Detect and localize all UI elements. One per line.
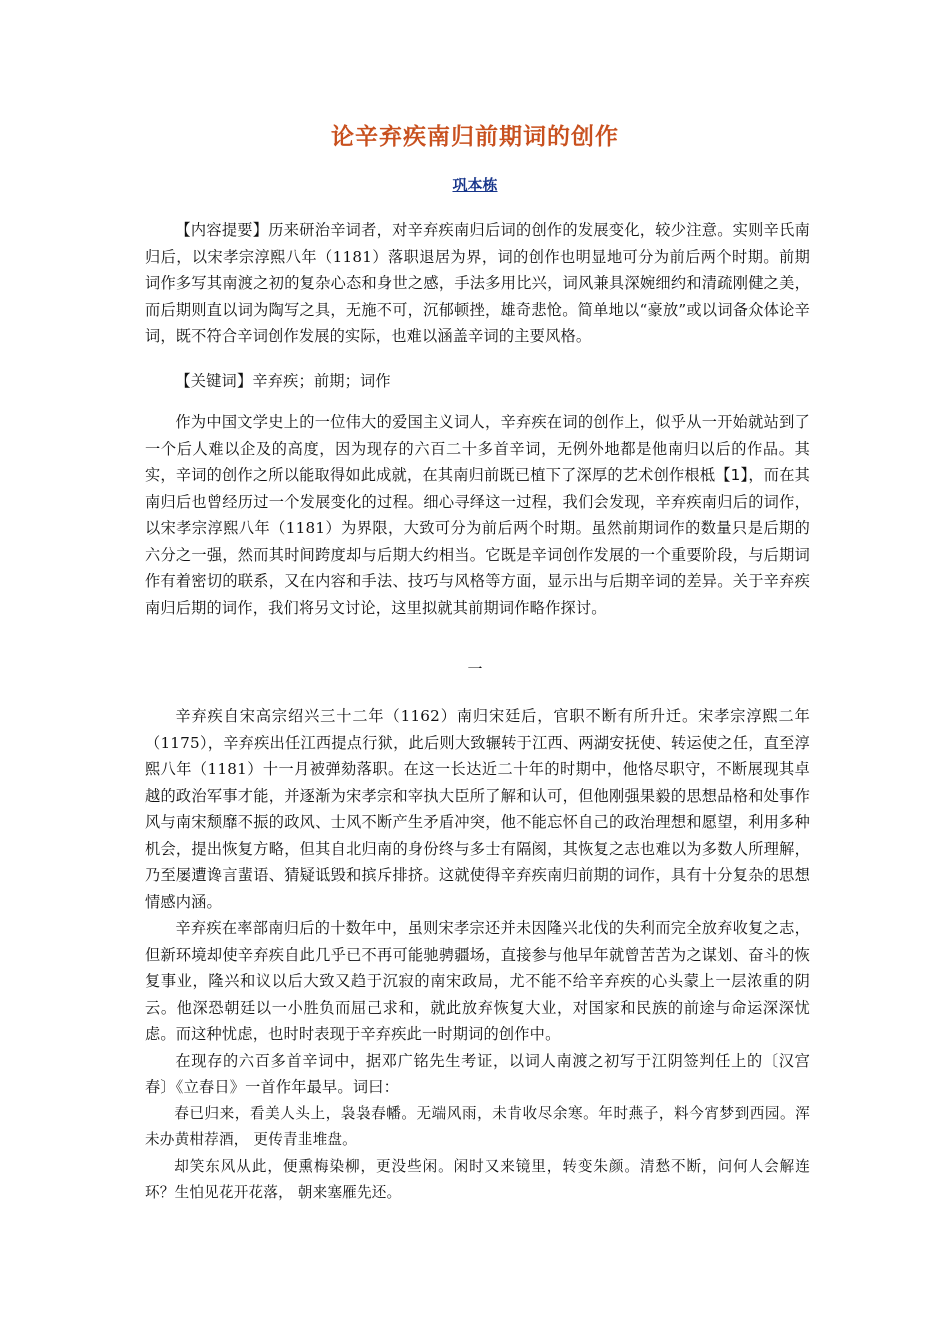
poem-stanza-1: 春已归来，看美人头上，袅袅春幡。无端风雨，未肯收尽余寒。年时燕子，料今宵梦到西园。浑未办黄柑荐酒， 更传青韭堆盘。 <box>145 1104 810 1148</box>
abstract-section <box>145 217 810 350</box>
intro-text-after-ref: ，而在其南归后也曾经历过一个发展变化的过程。细心寻绎这一过程，我们会发现，辛弃疾南归后的词作，以宋孝宗淳熙八年（1181）为界限，大致可分为前后两个时期。虽然前期词作的数量只是后期的六分之一强，然而其时间跨度却与后期大约相当。它既是辛词创作发展的一个重要阶段，与后期词作有着密切的联系，又在内容和手法、技巧与风格等方面，显示出与后期辛词的差异。关于辛弃疾南归后期的词作，我们将另文讨论，这里拟就其前期词作略作探讨。 <box>145 466 810 617</box>
intro-text-before-ref: 作为中国文学史上的一位伟大的爱国主义词人，辛弃疾在词的创作上，似乎从一开始就站到了一个后人难以企及的高度，因为现存的六百二十多首辛词，无例外地都是他南归以后的作品。其实，辛词的创作之所以能取得如此成就，在其南归前既已植下了深厚的艺术创作根柢 <box>145 413 810 484</box>
footnote-ref-1[interactable]: 【1】 <box>715 466 749 484</box>
section-one-paragraph-3: 在现存的六百多首辛词中，据邓广铭先生考证，以词人南渡之初写于江阴签判任上的〔汉宫春〕《立春日》一首作年最早。词曰： <box>145 1051 810 1096</box>
keywords-section <box>145 368 810 395</box>
intro-section <box>145 409 810 621</box>
author-link[interactable]: 巩本栋 <box>452 176 498 194</box>
abstract-paragraph: 【内容提要】历来研治辛词者，对辛弃疾南归后词的创作的发展变化，较少注意。实则辛氏南归后，以宋孝宗淳熙八年（1181）落职退居为界，词的创作也明显地可分为前后两个时期。前期词作多写其南渡之初的复杂心态和身世之感，手法多用比兴，词风兼具深婉细约和清疏刚健之美，而后期则直以词为陶写之具，无施不可，沉郁顿挫，雄奇悲怆。简单地以“豪放”或以词备众体论辛词，既不符合辛词创作发展的实际，也难以涵盖辛词的主要风格。 <box>145 221 810 345</box>
poem-stanza-2: 却笑东风从此，便熏梅染柳，更没些闲。闲时又来镜里，转变朱颜。清愁不断，问何人会解连环？生怕见花开花落， 朝来塞雁先还。 <box>145 1157 810 1201</box>
section-one-paragraph-1: 辛弃疾自宋高宗绍兴三十二年（1162）南归宋廷后，官职不断有所升迁。宋孝宗淳熙二年（1175），辛弃疾出任江西提点行狱，此后则大致辗转于江西、两湖安抚使、转运使之任，直至淳熙八年（1181）十一月被弹劾落职。在这一长达近二十年的时期中，他恪尽职守，不断展现其卓越的政治军事才能，并逐渐为宋孝宗和宰执大臣所了解和认可，但他刚强果毅的思想品格和处事作风与南宋颓靡不振的政风、士风不断产生矛盾冲突，他不能忘怀自己的政治理想和愿望，利用多种机会，提出恢复方略，但其自北归南的身份终与多士有隔阂，其恢复之志也难以为多数人所理解，乃至屡遭谗言蜚语、猜疑诋毁和摈斥排挤。这就使得辛弃疾南归前期的词作，具有十分复杂的思想情感内涵。 <box>145 707 810 911</box>
intro-paragraph <box>145 409 810 621</box>
section-one-paragraph-2: 辛弃疾在率部南归后的十数年中，虽则宋孝宗还并未因隆兴北伐的失利而完全放弃收复之志，但新环境却使辛弃疾自此几乎已不再可能驰骋疆场，直接参与他早年就曾苦苦为之谋划、奋斗的恢复事业，隆兴和议以后大致又趋于沉寂的南宋政局，尤不能不给辛弃疾的心头蒙上一层浓重的阴云。他深恐朝廷以一小胜负而屈己求和，就此放弃恢复大业，对国家和民族的前途与命运深深忧虑。而这种忧虑，也时时表现于辛弃疾此一时期词的创作中。 <box>145 919 810 1043</box>
section-one <box>145 703 810 1207</box>
section-number: 一 <box>467 660 483 678</box>
article-title: 论辛弃疾南归前期词的创作 <box>331 124 619 150</box>
keywords-paragraph: 【关键词】辛弃疾；前期；词作 <box>175 372 391 390</box>
